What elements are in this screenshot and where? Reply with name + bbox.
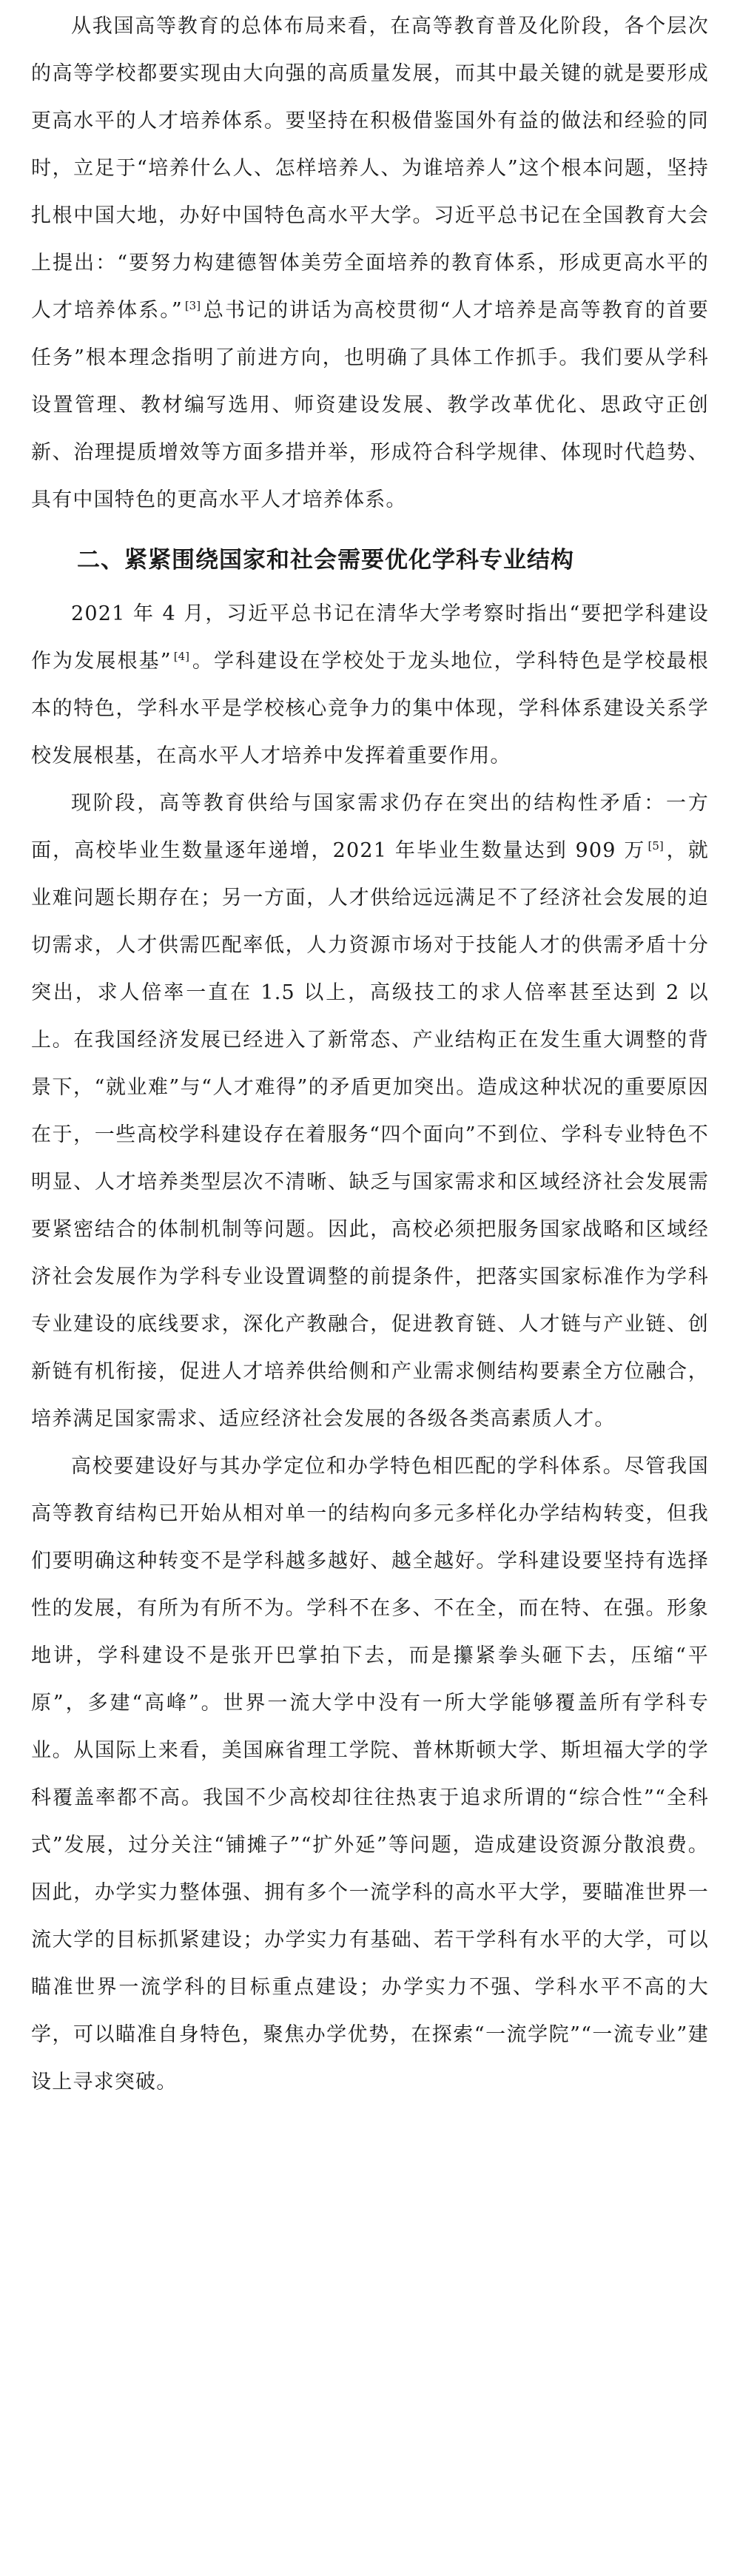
paragraph-2-text-b: 。学科建设在学校处于龙头地位，学科特色是学校最根本的特色，学科水平是学校核心竞争力的集中体现，学科体系建设关系学校发展根基，在高水平人才培养中发挥着重要作用。 bbox=[31, 650, 709, 767]
citation-3: [3] bbox=[184, 299, 201, 312]
paragraph-1 bbox=[31, 3, 709, 524]
paragraph-4: 高校要建设好与其办学定位和办学特色相匹配的学科体系。尽管我国高等教育结构已开始从相对单一的结构向多元多样化办学结构转变，但我们要明确这种转变不是学科越多越好、越全越好。学科建设要坚持有选择性的发展，有所为有所不为。学科不在多、不在全，而在特、在强。形象地讲，学科建设不是张开巴掌拍下去，而是攥紧拳头砸下去，压缩“平原”，多建“高峰”。世界一流大学中没有一所大学能够覆盖所有学科专业。从国际上来看，美国麻省理工学院、普林斯顿大学、斯坦福大学的学科覆盖率都不高。我国不少高校却往往热衷于追求所谓的“综合性”“全科式”发展，过分关注“铺摊子”“扩外延”等问题，造成建设资源分散浪费。因此，办学实力整体强、拥有多个一流学科的高水平大学，要瞄准世界一流大学的目标抓紧建设；办学实力有基础、若干学科有水平的大学，可以瞄准世界一流学科的目标重点建设；办学实力不强、学科水平不高的大学，可以瞄准自身特色，聚焦办学优势，在探索“一流学院”“一流专业”建设上寻求突破。 bbox=[31, 1455, 709, 2094]
paragraph-3-text-a: 现阶段，高等教育供给与国家需求仍存在突出的结构性矛盾：一方面，高校毕业生数量逐年递增，2021 年毕业生数量达到 909 万 bbox=[31, 792, 709, 862]
paragraph-2-text-a: 2021 年 4 月，习近平总书记在清华大学考察时指出“要把学科建设作为发展根基” bbox=[31, 602, 709, 673]
section-heading: 二、紧紧围绕国家和社会需要优化学科专业结构 bbox=[77, 547, 574, 574]
paragraph-3 bbox=[31, 780, 709, 1443]
paragraph-1-text-b: 总书记的讲话为高校贯彻“人才培养是高等教育的首要任务”根本理念指明了前进方向，也明确了具体工作抓手。我们要从学科设置管理、教材编写选用、师资建设发展、教学改革优化、思政守正创新、治理提质增效等方面多措并举，形成符合科学规律、体现时代趋势、具有中国特色的更高水平人才培养体系。 bbox=[31, 299, 709, 511]
citation-4: [4] bbox=[173, 650, 189, 663]
citation-5: [5] bbox=[648, 839, 664, 852]
paragraph-1-text-a: 从我国高等教育的总体布局来看，在高等教育普及化阶段，各个层次的高等学校都要实现由大向强的高质量发展，而其中最关键的就是要形成更高水平的人才培养体系。要坚持在积极借鉴国外有益的做法和经验的同时，立足于“培养什么人、怎样培养人、为谁培养人”这个根本问题，坚持扎根中国大地，办好中国特色高水平大学。习近平总书记在全国教育大会上提出：“要努力构建德智体美劳全面培养的教育体系，形成更高水平的人才培养体系。” bbox=[31, 15, 709, 322]
paragraph-2 bbox=[31, 591, 709, 780]
paragraph-3-text-b: ，就业难问题长期存在；另一方面，人才供给远远满足不了经济社会发展的迫切需求，人才供需匹配率低，人力资源市场对于技能人才的供需矛盾十分突出，求人倍率一直在 1.5 以上，高级技工的求人倍率甚至达到 2 以上。在我国经济发展已经进入了新常态、产业结构正在发生重大调整的背景下，“就业难”与“人才难得”的矛盾更加突出。造成这种状况的重要原因在于，一些高校学科建设存在着服务“四个面向”不到位、学科专业特色不明显、人才培养类型层次不清晰、缺乏与国家需求和区域经济社会发展需要紧密结合的体制机制等问题。因此，高校必须把服务国家战略和区域经济社会发展作为学科专业设置调整的前提条件，把落实国家标准作为学科专业建设的底线要求，深化产教融合，促进教育链、人才链与产业链、创新链有机衔接，促进人才培养供给侧和产业需求侧结构要素全方位融合，培养满足国家需求、适应经济社会发展的各级各类高素质人才。 bbox=[31, 839, 709, 1430]
